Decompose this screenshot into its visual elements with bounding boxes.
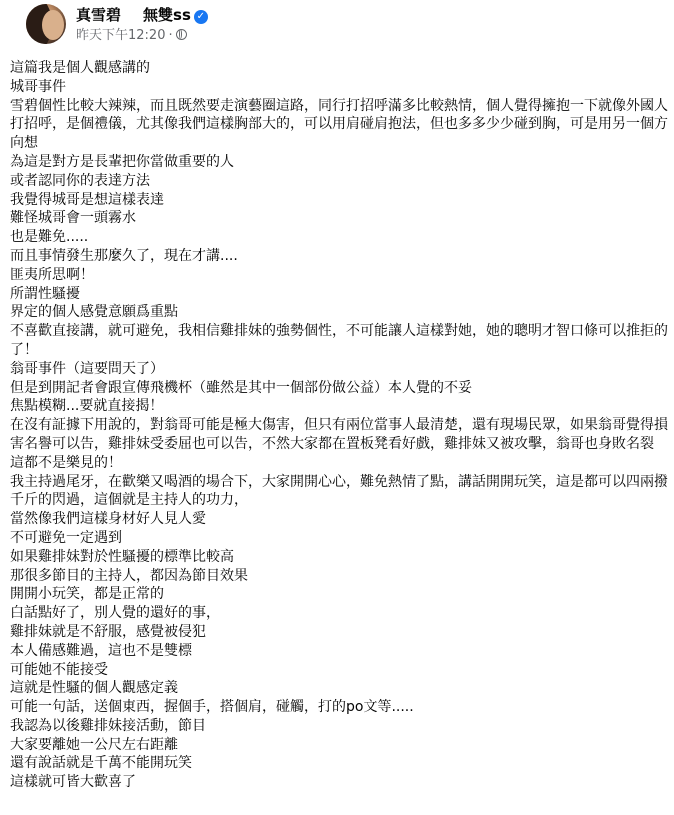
globe-icon[interactable]	[176, 29, 187, 40]
post-body-line: 這都不是樂見的！	[10, 454, 122, 471]
post-body-line: 在沒有証據下用說的，對翁哥可能是極大傷害，但只有兩位當事人最清楚，還有現場民眾，如果翁哥覺得損害名譽可以告，雞排妹受委屈也可以告，不然大家都在置板凳看好戲，雞排妹又被攻擊，翁哥也身敗名裂	[10, 417, 668, 452]
post-body-line: 如果雞排妹對於性騷擾的標準比較高	[10, 548, 234, 565]
post-body-line: 這樣就可皆大歡喜了	[10, 774, 136, 791]
post-body-line: 翁哥事件（這要問天了）	[10, 360, 164, 377]
post-body-line: 所謂性騷擾	[10, 285, 80, 302]
post-body-line: 大家要離她一公尺左右距離	[10, 736, 178, 753]
post-header	[16, 0, 658, 52]
post-body-line: 我覺得城哥是想這樣表達	[10, 191, 164, 208]
post-body-line: 焦點模糊...要就直接揭！	[10, 398, 164, 415]
post-meta	[76, 27, 187, 45]
post-body-line: 那很多節目的主持人，都因為節目效果	[10, 567, 248, 584]
post-body-line: 界定的個人感覺意願爲重點	[10, 304, 178, 321]
post-body-line: 為這是對方是長輩把你當做重要的人	[10, 153, 234, 170]
post-body-line: 開開小玩笑，都是正常的	[10, 586, 164, 603]
post-body-line: 難怪城哥會一頭霧水	[10, 210, 136, 227]
post-body-line: 雞排妹就是不舒服，感覺被侵犯	[10, 623, 206, 640]
post-body-line: 當然像我們這樣身材好人見人愛	[10, 511, 206, 528]
post-author-line	[76, 5, 208, 25]
post-body-line: 或者認同你的表達方法	[10, 172, 150, 189]
post-body-line: 可能她不能接受	[10, 661, 108, 678]
post-body-line: 而且事情發生那麼久了，現在才講....	[10, 247, 238, 264]
post-body-line: 也是難免.....	[10, 229, 89, 246]
post-body-line: 這篇我是個人觀感講的	[10, 60, 150, 76]
post-body-line: 這就是性騷的個人觀感定義	[10, 680, 178, 697]
author-name[interactable]: 真雪碧	[76, 6, 122, 24]
tagged-page-name[interactable]: 無雙ss	[143, 6, 191, 24]
post-body-line: 我主持過尾牙，在歡樂又喝酒的場合下，大家開開心心，難免熱情了點，講話開開玩笑，這是都可以四兩撥千斤的閃過，這個就是主持人的功力，	[10, 473, 668, 509]
post-body-line: 雪碧個性比較大辣辣，而且既然要走演藝圈這路，同行打招呼滿多比較熱情，個人覺得擁抱一下就像外國人打招呼，是個禮儀，尤其像我們這樣胸部大的，可以用肩碰肩抱法，但也多多少少碰到胸，可是用另一個方向想	[10, 97, 668, 152]
post-body-line: 匪夷所思啊！	[10, 266, 94, 283]
post-body-line: 我認為以後雞排妹接活動，節目	[10, 717, 206, 734]
post-body-line: 不可避免一定遇到	[10, 529, 122, 546]
post-body-line: 本人備感難過，這也不是雙標	[10, 642, 192, 659]
post-body-line: 白話點好了，別人覺的還好的事，	[10, 605, 220, 622]
post-body-line: 但是到開記者會跟宣傳飛機杯（雖然是其中一個部份做公益）本人覺的不妥	[10, 379, 472, 396]
post-body	[10, 59, 668, 792]
post-body-line: 城哥事件	[10, 78, 66, 95]
post-body-line: 不喜歡直接講，就可避免，我相信雞排妹的強勢個性，不可能讓人這樣對她，她的聰明才智口條可以推拒的了！	[10, 323, 668, 358]
post-timestamp[interactable]: 昨天下午12:20	[76, 28, 166, 43]
post-body-line: 還有說話就是千萬不能開玩笑	[10, 755, 192, 772]
post-body-line: 可能一句話，送個東西，握個手，搭個肩，碰觸，打的po文等.....	[10, 699, 414, 716]
meta-separator: ·	[168, 28, 173, 43]
verified-badge-icon: ✓	[194, 10, 208, 24]
author-avatar[interactable]	[26, 4, 66, 44]
